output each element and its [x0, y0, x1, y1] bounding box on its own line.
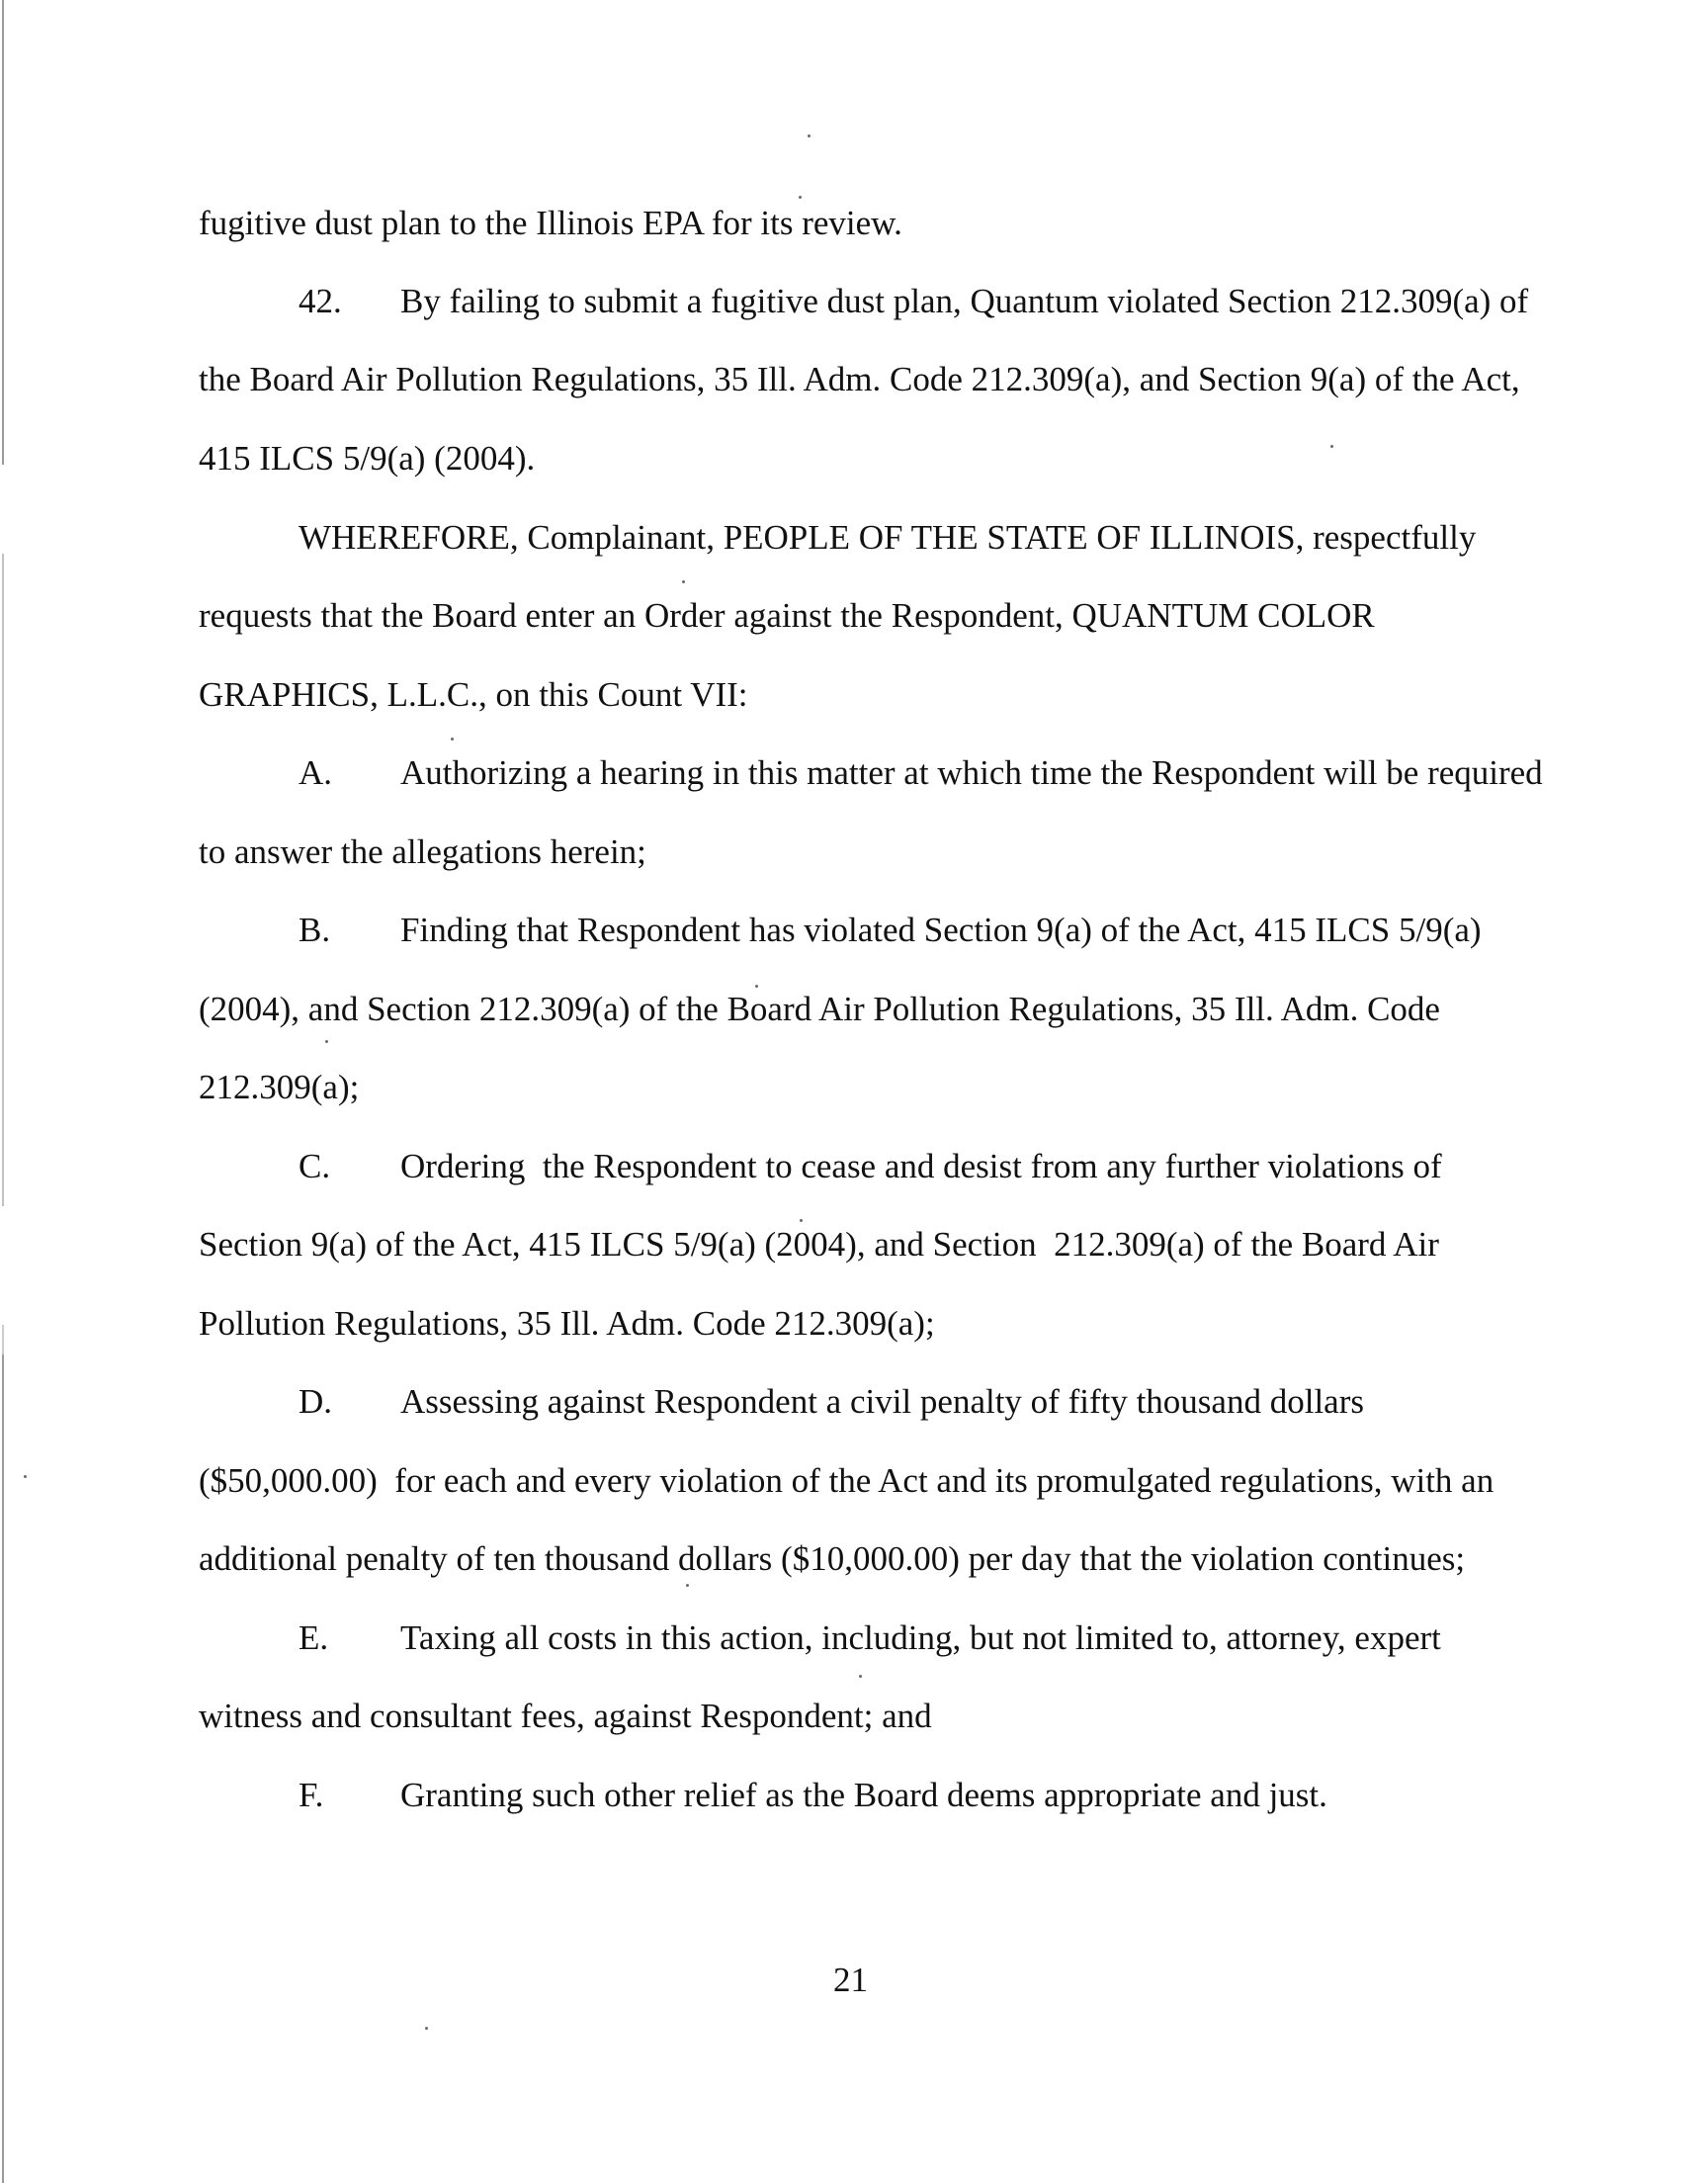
relief-item-b-line-1 — [299, 911, 1482, 950]
relief-item-c-line-2: Section 9(a) of the Act, 415 ILCS 5/9(a) (2004), and Section 212.309(a) of the Board Air — [199, 1225, 1439, 1264]
paragraph-42-line-1 — [299, 282, 1528, 321]
scan-speck — [1330, 445, 1333, 448]
relief-item-f-line-1 — [299, 1776, 1327, 1815]
relief-item-c-line-1 — [299, 1147, 1442, 1186]
relief-item-c-line-3: Pollution Regulations, 35 Ill. Adm. Code 212.309(a); — [199, 1304, 935, 1343]
scan-speck — [686, 1584, 689, 1587]
paragraph-number: 42. — [299, 282, 342, 320]
relief-item-letter: E. — [299, 1618, 329, 1657]
wherefore-line-2: requests that the Board enter an Order against the Respondent, QUANTUM COLOR — [199, 596, 1375, 635]
relief-item-letter: D. — [299, 1382, 333, 1421]
relief-item-e-line-1 — [299, 1618, 1441, 1658]
relief-item-e-line-2: witness and consultant fees, against Respondent; and — [199, 1697, 932, 1735]
relief-item-text: Authorizing a hearing in this matter at which time the Respondent will be required — [400, 753, 1543, 792]
wherefore-line-3: GRAPHICS, L.L.C., on this Count VII: — [199, 675, 748, 714]
relief-item-text: Finding that Respondent has violated Section 9(a) of the Act, 415 ILCS 5/9(a) — [400, 911, 1482, 949]
relief-item-d-line-2: ($50,000.00) for each and every violation of the Act and its promulgated regulations, with an — [199, 1461, 1494, 1500]
scan-edge-mark — [2, 554, 4, 1206]
page-number: 21 — [833, 1961, 868, 1999]
scan-speck — [682, 580, 685, 583]
scan-speck — [799, 196, 802, 199]
relief-item-d-line-1 — [299, 1382, 1364, 1422]
relief-item-letter: C. — [299, 1147, 331, 1185]
scan-edge-mark — [2, 1354, 4, 2183]
paragraph-42-text: By failing to submit a fugitive dust plan, Quantum violated Section 212.309(a) of — [400, 282, 1529, 320]
paragraph-continuation: fugitive dust plan to the Illinois EPA for its review. — [199, 204, 902, 242]
relief-item-letter: B. — [299, 911, 331, 949]
relief-item-text: Taxing all costs in this action, including, but not limited to, attorney, expert — [400, 1618, 1441, 1657]
relief-item-letter: F. — [299, 1776, 324, 1814]
scan-speck — [859, 1675, 862, 1678]
scan-speck — [808, 134, 811, 137]
relief-item-text: Assessing against Respondent a civil penalty of fifty thousand dollars — [400, 1382, 1364, 1421]
relief-item-text: Granting such other relief as the Board deems appropriate and just. — [400, 1776, 1327, 1814]
scan-speck — [325, 1040, 328, 1043]
paragraph-42-line-2: the Board Air Pollution Regulations, 35 Ill. Adm. Code 212.309(a), and Section 9(a) of the Act, — [199, 360, 1520, 398]
relief-item-a-line-1 — [299, 753, 1543, 793]
scan-speck — [451, 738, 454, 741]
relief-item-letter: A. — [299, 753, 333, 792]
scan-speck — [755, 985, 758, 988]
relief-item-b-line-2: (2004), and Section 212.309(a) of the Board Air Pollution Regulations, 35 Ill. Adm. Code — [199, 990, 1440, 1028]
paragraph-42-line-3: 415 ILCS 5/9(a) (2004). — [199, 439, 536, 478]
wherefore-line-1: WHEREFORE, Complainant, PEOPLE OF THE STATE OF ILLINOIS, respectfully — [299, 518, 1477, 557]
relief-item-text: Ordering the Respondent to cease and desist from any further violations of — [400, 1147, 1442, 1185]
scan-speck — [800, 1219, 803, 1222]
relief-item-a-line-2: to answer the allegations herein; — [199, 832, 646, 871]
relief-item-d-line-3: additional penalty of ten thousand dollars ($10,000.00) per day that the violation continues; — [199, 1539, 1466, 1578]
scan-speck — [425, 2027, 428, 2030]
scan-speck — [24, 1475, 27, 1478]
relief-item-b-line-3: 212.309(a); — [199, 1068, 360, 1106]
scan-edge-mark — [2, 0, 4, 465]
